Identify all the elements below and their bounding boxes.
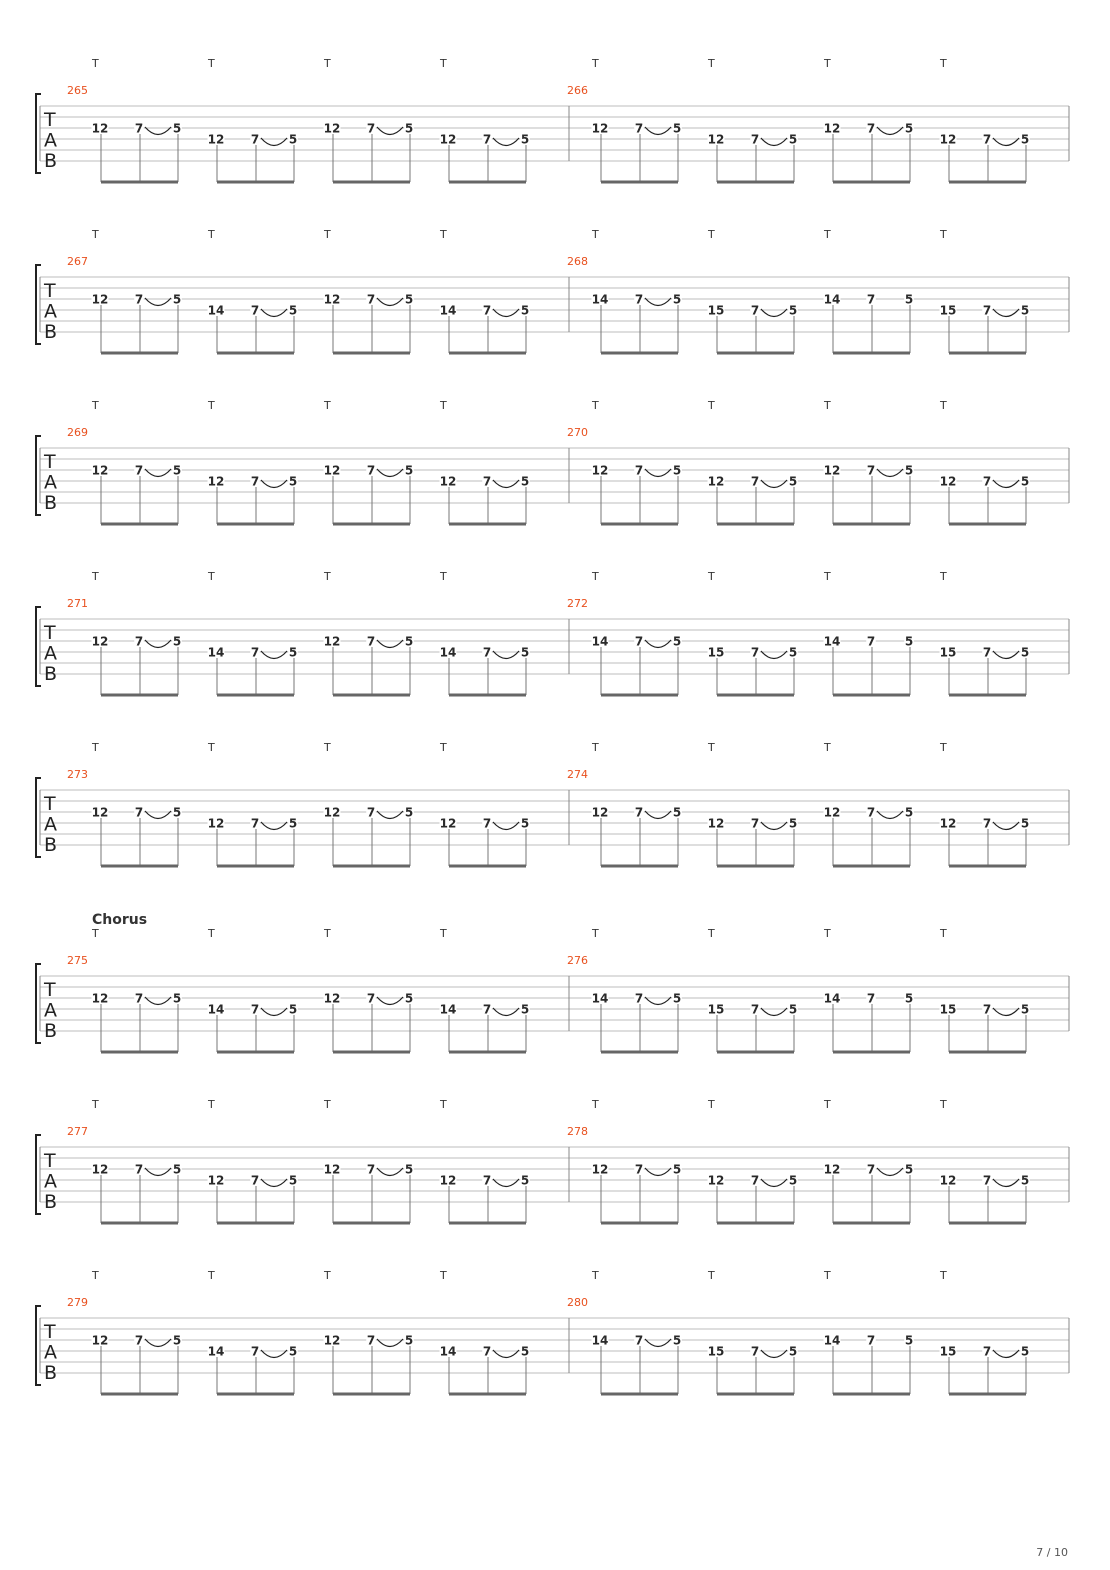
tapping-mark: T — [708, 1269, 715, 1282]
fret-number: 12 — [207, 1173, 225, 1188]
fret-number: 5 — [172, 1333, 182, 1348]
fret-number: 5 — [1020, 1173, 1030, 1188]
fret-number: 5 — [288, 303, 298, 318]
fret-number: 5 — [672, 1333, 682, 1348]
fret-number: 5 — [904, 463, 914, 478]
tapping-mark: T — [440, 741, 447, 754]
fret-number: 15 — [939, 303, 957, 318]
fret-number: 7 — [482, 474, 492, 489]
tapping-mark: T — [592, 1098, 599, 1111]
fret-number: 7 — [750, 1173, 760, 1188]
fret-number: 5 — [672, 292, 682, 307]
tab-clef-letter: B — [44, 834, 58, 856]
fret-number: 5 — [520, 1173, 530, 1188]
fret-number: 7 — [634, 121, 644, 136]
fret-number: 7 — [482, 1173, 492, 1188]
fret-number: 5 — [520, 816, 530, 831]
fret-number: 7 — [982, 1002, 992, 1017]
fret-number: 5 — [288, 1173, 298, 1188]
fret-number: 7 — [866, 634, 876, 649]
fret-number: 5 — [904, 1333, 914, 1348]
tapping-mark: T — [940, 570, 947, 583]
fret-number: 7 — [134, 292, 144, 307]
tapping-mark: T — [324, 570, 331, 583]
fret-number: 7 — [982, 303, 992, 318]
fret-number: 5 — [404, 1333, 414, 1348]
fret-number: 5 — [788, 1002, 798, 1017]
tapping-mark: T — [324, 399, 331, 412]
measure-number: 272 — [567, 597, 588, 610]
fret-number: 12 — [91, 292, 109, 307]
fret-number: 5 — [672, 991, 682, 1006]
fret-number: 7 — [366, 292, 376, 307]
tab-clef-letter: B — [44, 321, 58, 343]
fret-number: 5 — [404, 1162, 414, 1177]
fret-number: 5 — [1020, 1002, 1030, 1017]
tab-clef-letter: A — [44, 999, 57, 1022]
fret-number: 15 — [939, 645, 957, 660]
tab-clef-letter: T — [44, 280, 56, 302]
fret-number: 7 — [634, 463, 644, 478]
fret-number: 12 — [91, 463, 109, 478]
tab-clef-letter: A — [44, 813, 57, 836]
tapping-mark: T — [824, 927, 831, 940]
tapping-mark: T — [324, 228, 331, 241]
fret-number: 7 — [866, 292, 876, 307]
fret-number: 5 — [1020, 303, 1030, 318]
tapping-mark: T — [824, 57, 831, 70]
tab-clef-letter: A — [44, 642, 57, 665]
fret-number: 7 — [366, 463, 376, 478]
fret-number: 5 — [788, 132, 798, 147]
fret-number: 5 — [404, 463, 414, 478]
fret-number: 12 — [323, 805, 341, 820]
tapping-mark: T — [592, 1269, 599, 1282]
fret-number: 5 — [172, 121, 182, 136]
tapping-mark: T — [708, 399, 715, 412]
fret-number: 5 — [172, 805, 182, 820]
fret-number: 14 — [591, 634, 609, 649]
tab-clef-letter: B — [44, 663, 58, 685]
fret-number: 7 — [634, 1162, 644, 1177]
fret-number: 7 — [866, 463, 876, 478]
tab-clef-letter: T — [44, 451, 56, 473]
fret-number: 5 — [1020, 645, 1030, 660]
fret-number: 12 — [323, 1333, 341, 1348]
fret-number: 5 — [904, 805, 914, 820]
tapping-mark: T — [440, 570, 447, 583]
measure-number: 268 — [567, 255, 588, 268]
fret-number: 7 — [982, 645, 992, 660]
fret-number: 15 — [707, 645, 725, 660]
measure-number: 276 — [567, 954, 588, 967]
fret-number: 7 — [982, 1173, 992, 1188]
fret-number: 7 — [366, 1162, 376, 1177]
fret-number: 12 — [323, 463, 341, 478]
tapping-mark: T — [92, 57, 99, 70]
fret-number: 5 — [520, 645, 530, 660]
tab-clef-letter: T — [44, 622, 56, 644]
fret-number: 5 — [404, 121, 414, 136]
fret-number: 5 — [1020, 474, 1030, 489]
fret-number: 7 — [482, 816, 492, 831]
fret-number: 12 — [707, 816, 725, 831]
fret-number: 14 — [591, 991, 609, 1006]
tapping-mark: T — [324, 741, 331, 754]
fret-number: 5 — [520, 132, 530, 147]
tapping-mark: T — [592, 927, 599, 940]
fret-number: 7 — [134, 463, 144, 478]
fret-number: 12 — [207, 816, 225, 831]
fret-number: 12 — [91, 805, 109, 820]
fret-number: 7 — [482, 1002, 492, 1017]
fret-number: 5 — [788, 1173, 798, 1188]
fret-number: 7 — [866, 121, 876, 136]
fret-number: 7 — [482, 1344, 492, 1359]
fret-number: 7 — [750, 1344, 760, 1359]
fret-number: 5 — [288, 1002, 298, 1017]
fret-number: 7 — [982, 816, 992, 831]
fret-number: 12 — [91, 121, 109, 136]
fret-number: 7 — [634, 991, 644, 1006]
fret-number: 7 — [750, 1002, 760, 1017]
fret-number: 7 — [250, 645, 260, 660]
tapping-mark: T — [440, 1269, 447, 1282]
tapping-mark: T — [708, 57, 715, 70]
fret-number: 5 — [288, 474, 298, 489]
tab-clef-letter: T — [44, 1321, 56, 1343]
fret-number: 12 — [707, 474, 725, 489]
fret-number: 5 — [672, 1162, 682, 1177]
fret-number: 5 — [1020, 816, 1030, 831]
fret-number: 12 — [707, 132, 725, 147]
fret-number: 7 — [366, 805, 376, 820]
fret-number: 14 — [207, 303, 225, 318]
fret-number: 7 — [750, 645, 760, 660]
fret-number: 7 — [366, 1333, 376, 1348]
fret-number: 5 — [520, 1344, 530, 1359]
fret-number: 5 — [788, 816, 798, 831]
fret-number: 7 — [250, 1002, 260, 1017]
tapping-mark: T — [592, 399, 599, 412]
fret-number: 7 — [750, 474, 760, 489]
tapping-mark: T — [940, 741, 947, 754]
tapping-mark: T — [592, 57, 599, 70]
measure-number: 270 — [567, 426, 588, 439]
fret-number: 14 — [823, 292, 841, 307]
section-label: Chorus — [92, 912, 148, 928]
fret-number: 12 — [91, 1333, 109, 1348]
fret-number: 5 — [404, 292, 414, 307]
fret-number: 12 — [823, 805, 841, 820]
tapping-mark: T — [824, 228, 831, 241]
tapping-mark: T — [92, 570, 99, 583]
fret-number: 12 — [591, 121, 609, 136]
tab-clef-letter: A — [44, 1341, 57, 1364]
fret-number: 7 — [982, 1344, 992, 1359]
fret-number: 12 — [939, 816, 957, 831]
fret-number: 12 — [323, 1162, 341, 1177]
fret-number: 12 — [91, 1162, 109, 1177]
tapping-mark: T — [708, 228, 715, 241]
tapping-mark: T — [92, 927, 99, 940]
fret-number: 12 — [823, 1162, 841, 1177]
fret-number: 12 — [939, 1173, 957, 1188]
fret-number: 5 — [520, 474, 530, 489]
tapping-mark: T — [940, 399, 947, 412]
fret-number: 5 — [172, 634, 182, 649]
fret-number: 5 — [404, 805, 414, 820]
tab-clef-letter: A — [44, 300, 57, 323]
page-number: 7 / 10 — [1036, 1546, 1068, 1559]
fret-number: 7 — [366, 121, 376, 136]
fret-number: 5 — [904, 991, 914, 1006]
fret-number: 7 — [482, 132, 492, 147]
fret-number: 7 — [982, 474, 992, 489]
fret-number: 5 — [404, 634, 414, 649]
tapping-mark: T — [940, 57, 947, 70]
fret-number: 12 — [591, 805, 609, 820]
tapping-mark: T — [940, 1269, 947, 1282]
tapping-mark: T — [708, 570, 715, 583]
fret-number: 7 — [866, 1333, 876, 1348]
fret-number: 5 — [904, 1162, 914, 1177]
tapping-mark: T — [440, 927, 447, 940]
measure-number: 275 — [67, 954, 88, 967]
fret-number: 5 — [172, 463, 182, 478]
tapping-mark: T — [824, 570, 831, 583]
tapping-mark: T — [324, 1269, 331, 1282]
fret-number: 12 — [323, 991, 341, 1006]
fret-number: 14 — [439, 303, 457, 318]
fret-number: 5 — [788, 645, 798, 660]
tapping-mark: T — [324, 57, 331, 70]
fret-number: 5 — [1020, 132, 1030, 147]
fret-number: 7 — [250, 816, 260, 831]
fret-number: 12 — [939, 474, 957, 489]
fret-number: 12 — [207, 474, 225, 489]
fret-number: 7 — [134, 805, 144, 820]
tapping-mark: T — [592, 228, 599, 241]
fret-number: 14 — [439, 1344, 457, 1359]
measure-number: 280 — [567, 1296, 588, 1309]
fret-number: 15 — [707, 1002, 725, 1017]
tapping-mark: T — [824, 399, 831, 412]
fret-number: 7 — [482, 303, 492, 318]
fret-number: 7 — [134, 991, 144, 1006]
fret-number: 14 — [207, 1344, 225, 1359]
fret-number: 7 — [250, 1344, 260, 1359]
fret-number: 5 — [788, 303, 798, 318]
fret-number: 5 — [288, 816, 298, 831]
tapping-mark: T — [208, 57, 215, 70]
fret-number: 7 — [366, 634, 376, 649]
measure-number: 265 — [67, 84, 88, 97]
tab-clef-letter: T — [44, 979, 56, 1001]
fret-number: 7 — [634, 292, 644, 307]
fret-number: 7 — [750, 816, 760, 831]
fret-number: 14 — [823, 634, 841, 649]
tab-clef-letter: A — [44, 471, 57, 494]
fret-number: 12 — [939, 132, 957, 147]
fret-number: 15 — [939, 1344, 957, 1359]
tapping-mark: T — [440, 1098, 447, 1111]
fret-number: 5 — [672, 463, 682, 478]
measure-number: 278 — [567, 1125, 588, 1138]
fret-number: 5 — [1020, 1344, 1030, 1359]
tapping-mark: T — [324, 927, 331, 940]
tapping-mark: T — [824, 1098, 831, 1111]
fret-number: 7 — [250, 1173, 260, 1188]
tab-clef-letter: T — [44, 793, 56, 815]
measure-number: 273 — [67, 768, 88, 781]
fret-number: 5 — [288, 1344, 298, 1359]
fret-number: 14 — [823, 1333, 841, 1348]
fret-number: 14 — [439, 1002, 457, 1017]
tapping-mark: T — [208, 399, 215, 412]
fret-number: 5 — [288, 132, 298, 147]
measure-number: 271 — [67, 597, 88, 610]
tab-clef-letter: A — [44, 1170, 57, 1193]
tab-clef-letter: B — [44, 492, 58, 514]
fret-number: 14 — [207, 1002, 225, 1017]
fret-number: 15 — [939, 1002, 957, 1017]
fret-number: 12 — [823, 121, 841, 136]
fret-number: 5 — [172, 991, 182, 1006]
fret-number: 7 — [634, 805, 644, 820]
fret-number: 7 — [866, 805, 876, 820]
tapping-mark: T — [440, 57, 447, 70]
fret-number: 12 — [91, 634, 109, 649]
tapping-mark: T — [208, 1269, 215, 1282]
fret-number: 14 — [823, 991, 841, 1006]
fret-number: 7 — [250, 132, 260, 147]
measure-number: 267 — [67, 255, 88, 268]
tapping-mark: T — [208, 228, 215, 241]
fret-number: 7 — [134, 1162, 144, 1177]
measure-number: 266 — [567, 84, 588, 97]
fret-number: 7 — [866, 1162, 876, 1177]
tab-clef-letter: B — [44, 1191, 58, 1213]
fret-number: 7 — [866, 991, 876, 1006]
tapping-mark: T — [92, 1269, 99, 1282]
tapping-mark: T — [92, 1098, 99, 1111]
fret-number: 5 — [672, 634, 682, 649]
fret-number: 7 — [134, 121, 144, 136]
tapping-mark: T — [440, 228, 447, 241]
fret-number: 5 — [672, 805, 682, 820]
fret-number: 12 — [591, 463, 609, 478]
tapping-mark: T — [940, 228, 947, 241]
fret-number: 7 — [750, 303, 760, 318]
tapping-mark: T — [208, 570, 215, 583]
fret-number: 5 — [520, 1002, 530, 1017]
tapping-mark: T — [208, 1098, 215, 1111]
fret-number: 5 — [904, 121, 914, 136]
fret-number: 12 — [439, 816, 457, 831]
fret-number: 15 — [707, 1344, 725, 1359]
fret-number: 7 — [134, 1333, 144, 1348]
tab-clef-letter: T — [44, 1150, 56, 1172]
fret-number: 12 — [707, 1173, 725, 1188]
fret-number: 5 — [788, 474, 798, 489]
fret-number: 12 — [439, 132, 457, 147]
fret-number: 5 — [788, 1344, 798, 1359]
fret-number: 7 — [366, 991, 376, 1006]
fret-number: 5 — [904, 292, 914, 307]
fret-number: 7 — [750, 132, 760, 147]
tapping-mark: T — [940, 1098, 947, 1111]
fret-number: 12 — [823, 463, 841, 478]
fret-number: 12 — [439, 474, 457, 489]
tapping-mark: T — [92, 228, 99, 241]
fret-number: 7 — [482, 645, 492, 660]
fret-number: 5 — [172, 292, 182, 307]
tapping-mark: T — [592, 741, 599, 754]
fret-number: 5 — [520, 303, 530, 318]
fret-number: 7 — [634, 634, 644, 649]
fret-number: 7 — [634, 1333, 644, 1348]
fret-number: 14 — [591, 1333, 609, 1348]
tab-clef-letter: A — [44, 129, 57, 152]
measure-number: 277 — [67, 1125, 88, 1138]
tab-clef-letter: B — [44, 1362, 58, 1384]
tab-clef-letter: B — [44, 150, 58, 172]
fret-number: 5 — [172, 1162, 182, 1177]
fret-number: 14 — [591, 292, 609, 307]
tab-clef-letter: B — [44, 1020, 58, 1042]
fret-number: 7 — [250, 474, 260, 489]
fret-number: 14 — [439, 645, 457, 660]
fret-number: 12 — [323, 634, 341, 649]
tapping-mark: T — [92, 741, 99, 754]
tapping-mark: T — [208, 741, 215, 754]
fret-number: 7 — [134, 634, 144, 649]
measure-number: 269 — [67, 426, 88, 439]
fret-number: 5 — [404, 991, 414, 1006]
tapping-mark: T — [324, 1098, 331, 1111]
tapping-mark: T — [824, 741, 831, 754]
fret-number: 5 — [288, 645, 298, 660]
measure-number: 279 — [67, 1296, 88, 1309]
measure-number: 274 — [567, 768, 588, 781]
tapping-mark: T — [440, 399, 447, 412]
fret-number: 12 — [323, 121, 341, 136]
fret-number: 12 — [591, 1162, 609, 1177]
tapping-mark: T — [708, 741, 715, 754]
fret-number: 7 — [982, 132, 992, 147]
fret-number: 7 — [250, 303, 260, 318]
tapping-mark: T — [592, 570, 599, 583]
tapping-mark: T — [208, 927, 215, 940]
fret-number: 12 — [323, 292, 341, 307]
fret-number: 5 — [904, 634, 914, 649]
fret-number: 14 — [207, 645, 225, 660]
fret-number: 12 — [207, 132, 225, 147]
tapping-mark: T — [824, 1269, 831, 1282]
tapping-mark: T — [940, 927, 947, 940]
fret-number: 12 — [91, 991, 109, 1006]
fret-number: 15 — [707, 303, 725, 318]
tapping-mark: T — [708, 927, 715, 940]
tapping-mark: T — [708, 1098, 715, 1111]
fret-number: 12 — [439, 1173, 457, 1188]
tab-clef-letter: T — [44, 109, 56, 131]
fret-number: 5 — [672, 121, 682, 136]
tapping-mark: T — [92, 399, 99, 412]
